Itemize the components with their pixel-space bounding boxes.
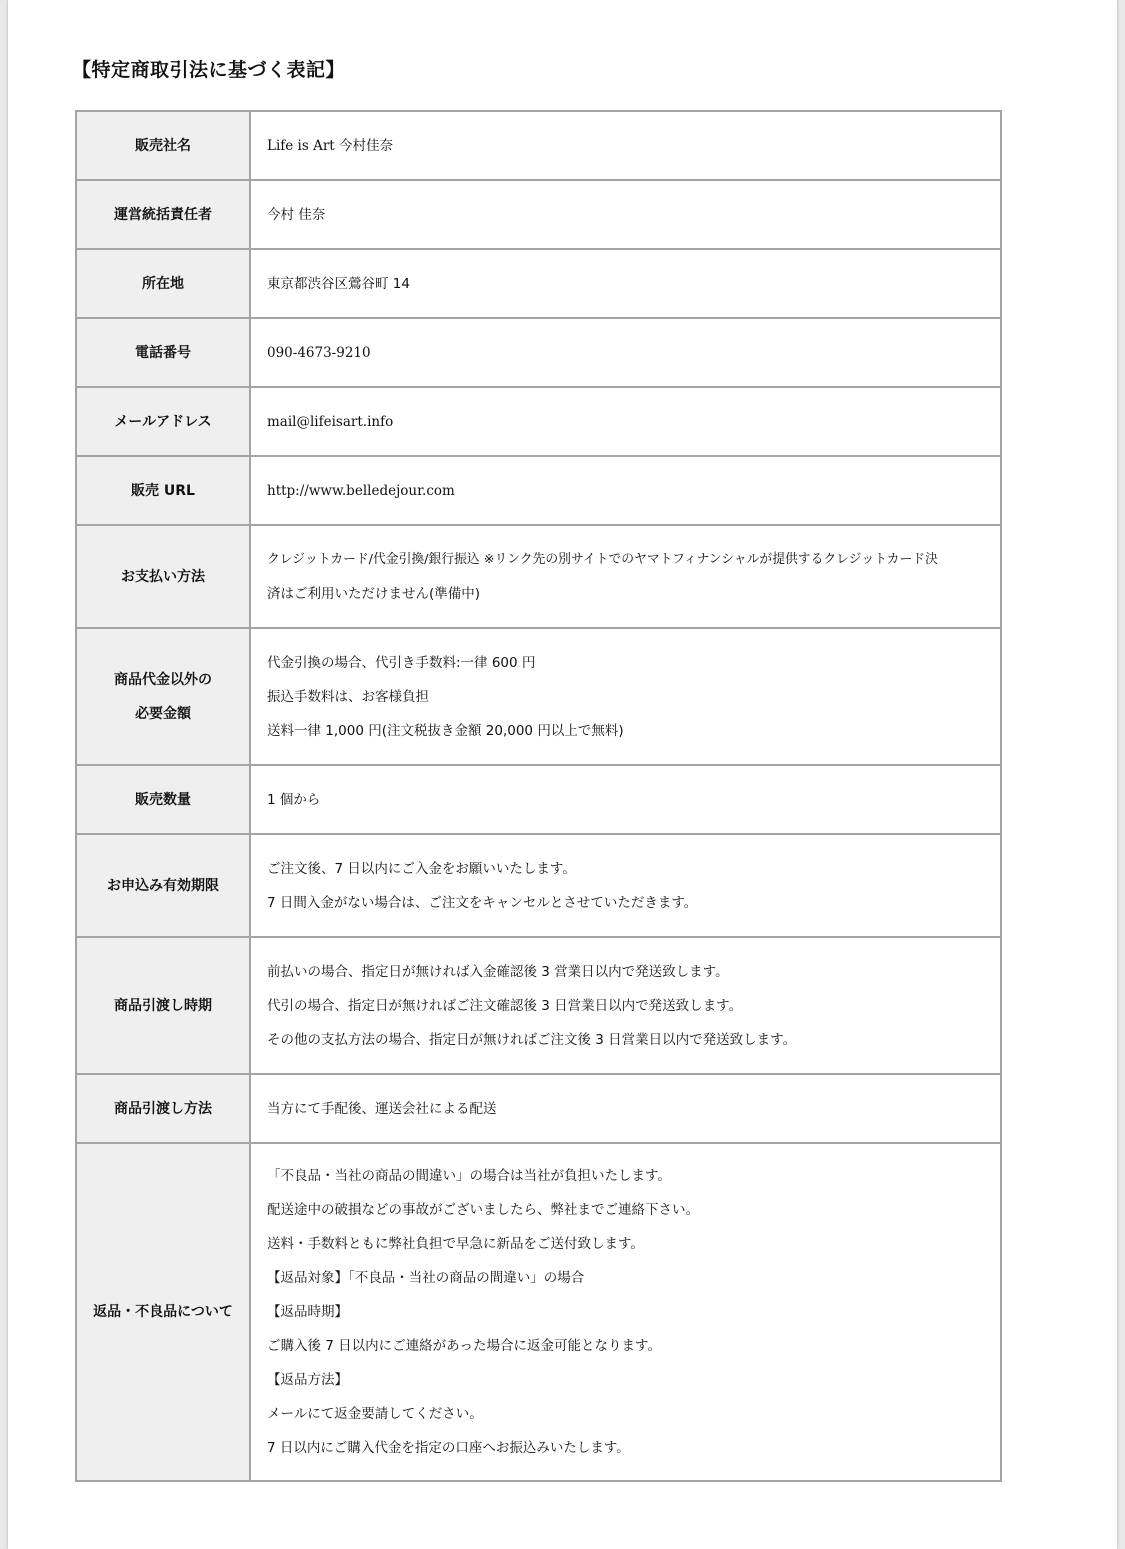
label-line: 商品引渡し方法 [114,1100,212,1117]
label-line: お支払い方法 [121,568,205,585]
row-value [250,318,1001,387]
table-row [76,111,1001,180]
row-value [250,937,1001,1074]
value-line: 1 個から [267,791,321,808]
table-row [76,834,1001,937]
row-value [250,1074,1001,1143]
value-line: その他の支払方法の場合、指定日が無ければご注文後 3 日営業日以内で発送致します。 [267,1031,797,1048]
row-value [250,111,1001,180]
row-label [76,1143,250,1481]
row-label [76,111,250,180]
row-value [250,628,1001,765]
value-line: 代金引換の場合、代引き手数料:一律 600 円 [267,654,536,671]
row-value [250,834,1001,937]
row-label [76,456,250,525]
row-label [76,525,250,628]
value-line: 済はご利用いただけません(準備中) [267,585,481,602]
label-line: 販売社名 [135,137,191,154]
value-line: 【返品方法】 [267,1372,348,1388]
label-line: 商品引渡し時期 [114,997,212,1014]
label-line: 所在地 [142,275,184,292]
row-label [76,834,250,937]
value-line: 振込手数料は、お客様負担 [267,688,429,705]
value-line: クレジットカード/代金引換/銀行振込 ※リンク先の別サイトでのヤマトフィナンシャルが提供するクレジットカード決 [267,551,938,567]
value-line: 「不良品・当社の商品の間違い」の場合は当社が負担いたします。 [267,1168,671,1184]
label-line: 返品・不良品について [93,1304,233,1320]
phone-number: 090-4673-9210 [267,344,371,361]
value-line: ご購入後 7 日以内にご連絡があった場合に返金可能となります。 [267,1338,661,1354]
row-value [250,249,1001,318]
table-row [76,456,1001,525]
row-value [250,1143,1001,1481]
row-value [250,387,1001,456]
label-line: 電話番号 [135,344,191,361]
value-line: 【返品時期】 [267,1304,348,1320]
row-label [76,180,250,249]
row-label [76,1074,250,1143]
value-line: 前払いの場合、指定日が無ければ入金確認後 3 営業日以内で発送致します。 [267,963,729,980]
row-value [250,525,1001,628]
value-line: メールにて返金要請してください。 [267,1406,483,1422]
table-row [76,180,1001,249]
table-row [76,1074,1001,1143]
value-line: 今村 佳奈 [267,206,326,223]
label-line: お申込み有効期限 [107,877,219,894]
value-line: 送料・手数料ともに弊社負担で早急に新品をご送付致します。 [267,1236,644,1252]
label-line: 商品代金以外の [114,671,212,688]
row-value [250,180,1001,249]
value-line: 当方にて手配後、運送会社による配送 [267,1100,497,1117]
row-label [76,628,250,765]
value-line: 配送途中の破損などの事故がございましたら、弊社までご連絡下さい。 [267,1202,699,1218]
row-label [76,765,250,834]
value-line: 【返品対象】「不良品・当社の商品の間違い」の場合 [267,1270,585,1286]
value-line: 代引の場合、指定日が無ければご注文確認後 3 日営業日以内で発送致します。 [267,997,743,1014]
table-row [76,1143,1001,1481]
value-line: 7 日以内にご購入代金を指定の口座へお振込みいたします。 [267,1440,630,1456]
document-title: 【特定商取引法に基づく表記】 [72,59,346,81]
row-label [76,387,250,456]
sales-url: http://www.belledejour.com [267,482,455,499]
label-line: 販売 URL [131,482,195,499]
value-line: 送料一律 1,000 円(注文税抜き金額 20,000 円以上で無料) [267,722,624,739]
label-line: 必要金額 [135,705,191,722]
row-label [76,249,250,318]
row-value [250,456,1001,525]
label-line: 運営統括責任者 [114,206,212,223]
value-line: 東京都渋谷区鶯谷町 14 [267,275,410,292]
label-line: メールアドレス [114,413,212,430]
email-address: mail@lifeisart.info [267,413,394,430]
table-row [76,525,1001,628]
value-line: ご注文後、7 日以内にご入金をお願いいたします。 [267,860,576,877]
row-value [250,765,1001,834]
table-row [76,318,1001,387]
value-line: Life is Art 今村佳奈 [267,137,394,154]
value-line: 7 日間入金がない場合は、ご注文をキャンセルとさせていただきます。 [267,894,698,911]
table-row [76,765,1001,834]
label-line: 販売数量 [135,791,191,808]
table-row [76,249,1001,318]
table-row [76,937,1001,1074]
table-row [76,628,1001,765]
row-label [76,937,250,1074]
table-row [76,387,1001,456]
row-label [76,318,250,387]
commerce-disclosure-table [75,110,1002,1482]
document-page [8,0,1117,1549]
